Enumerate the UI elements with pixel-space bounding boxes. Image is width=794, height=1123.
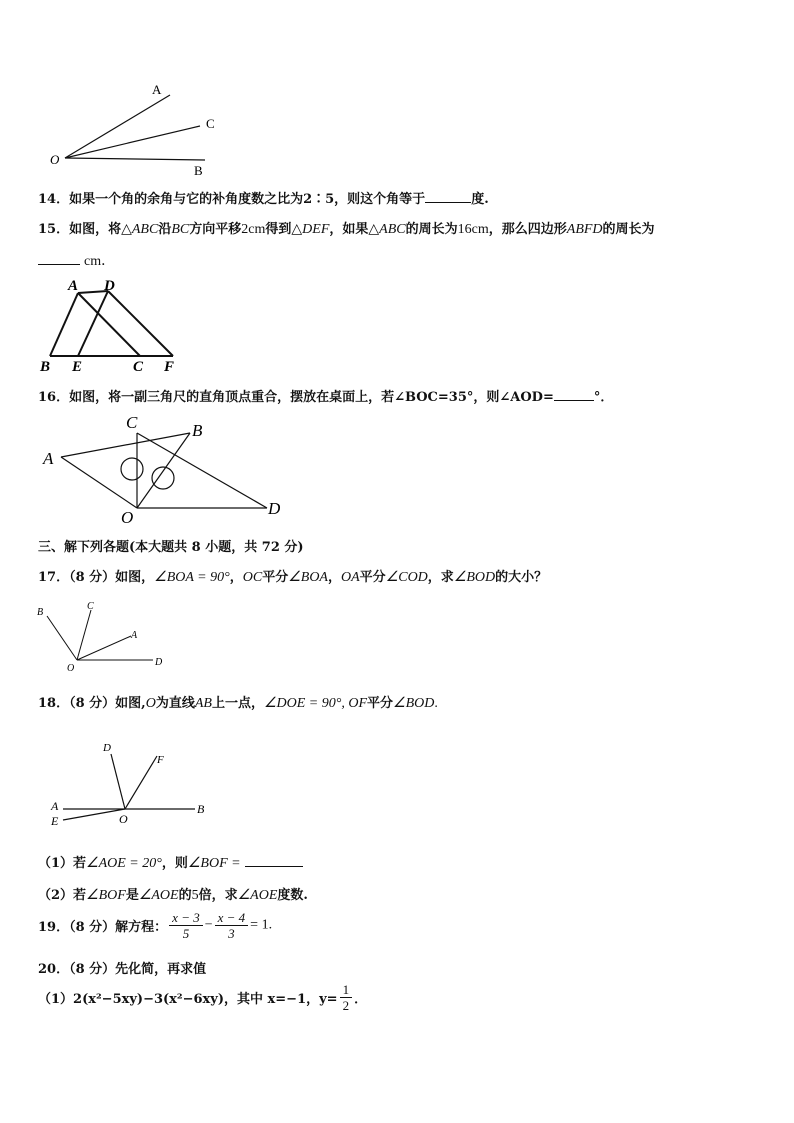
label-e: E xyxy=(51,814,59,828)
q20-fraction xyxy=(340,982,353,1013)
q18-p2-angle-aoe-2: ∠AOE xyxy=(237,888,278,903)
question-14 xyxy=(38,188,489,207)
q15-16cm: 16cm xyxy=(457,222,489,237)
q17-comma-2: ， xyxy=(327,570,341,585)
label-e: E xyxy=(72,359,83,375)
figure-q17-angles xyxy=(35,598,175,678)
q16-text: 16．如图，将一副三角尺的直角顶点重合，摆放在桌面上，若∠BOC=35°，则∠AOD= xyxy=(38,390,554,405)
label-c: C xyxy=(87,601,94,612)
q15-bc: BC xyxy=(171,222,190,237)
q18-p1-a: （1）若 xyxy=(38,856,87,871)
q14-text: 14．如果一个角的余角与它的补角度数之比为2∶5，则这个角等于 xyxy=(38,192,426,207)
q17-angle-boa-2: ∠BOA xyxy=(288,570,328,585)
q17-angle-boa: ∠BOA = 90° xyxy=(154,570,230,585)
label-a: A xyxy=(152,82,162,97)
q15-answer-blank[interactable] xyxy=(38,252,80,265)
label-b: B xyxy=(197,802,205,816)
figure-triangle-rulers xyxy=(35,408,295,528)
q18-p1-answer-blank[interactable] xyxy=(245,854,303,867)
q19-equals: = 1. xyxy=(250,917,273,933)
q15-text-a: 15．如图，将 xyxy=(38,222,122,237)
q18-ab: AB xyxy=(194,696,212,711)
q18-p2-c: 是 xyxy=(125,888,139,903)
q17-end: 的大小？ xyxy=(495,570,548,585)
question-16 xyxy=(38,386,613,405)
q18-p1-angle-bof: ∠BOF = xyxy=(187,856,241,871)
q15-text-o: 的周长为 xyxy=(602,222,655,237)
question-19 xyxy=(38,910,272,941)
q16-answer-blank[interactable] xyxy=(554,388,594,401)
label-f: F xyxy=(157,754,164,766)
q17-comma: ， xyxy=(229,570,243,585)
q18-angle-doe: ∠DOE = 90°, OF xyxy=(263,696,367,711)
q18-bisect: 平分 xyxy=(367,696,394,711)
q20-numerator: 1 xyxy=(340,982,353,998)
label-c: C xyxy=(126,413,138,432)
q20-denominator: 2 xyxy=(342,998,350,1013)
q19-fraction-1 xyxy=(169,910,203,941)
label-d: D xyxy=(155,657,163,668)
q17-bisect: 平分 xyxy=(262,570,289,585)
q17-oc: OC xyxy=(242,570,263,585)
q20-p1-text: （1）2(x²−5xy)−3(x²−6xy)，其中 x=−1，y= xyxy=(38,992,338,1007)
q16-tail: °． xyxy=(593,390,614,405)
q14-unit: 度. xyxy=(471,192,489,207)
q17-bisect-2: 平分 xyxy=(359,570,386,585)
q15-text-c: 沿 xyxy=(158,222,172,237)
label-o: O xyxy=(50,152,60,167)
question-18-part-2 xyxy=(38,884,308,904)
q18-p2-angle-aoe: ∠AOE xyxy=(138,888,179,903)
q15-text-m: ，那么四边形 xyxy=(488,222,567,237)
label-c: C xyxy=(133,359,144,375)
q15-triangle-abc: ABC xyxy=(131,222,159,237)
question-20: 20．（8 分）先化简，再求值 xyxy=(38,962,207,977)
q18-text-a: 18．（8 分）如图, xyxy=(38,696,146,711)
label-b: B xyxy=(192,421,203,440)
q19-fraction-2 xyxy=(215,910,249,941)
q15-text-k: 的周长为 xyxy=(405,222,458,237)
q15-text-i: ，如果 xyxy=(329,222,369,237)
q18-p1-angle-aoe: ∠AOE = 20° xyxy=(86,856,162,871)
label-b: B xyxy=(40,359,51,375)
q18-p2-g: 倍，求 xyxy=(198,888,238,903)
figure-translation xyxy=(30,272,200,377)
q18-period: . xyxy=(434,696,438,711)
q17-angle-bod: ∠BOD xyxy=(453,570,496,585)
figure-q18-line xyxy=(45,738,215,828)
q19-denominator-2: 3 xyxy=(228,926,235,941)
label-b: B xyxy=(194,163,203,178)
question-18-part-1 xyxy=(38,852,303,872)
q17-oa: OA xyxy=(341,570,360,585)
label-o: O xyxy=(119,812,128,826)
label-f: F xyxy=(164,359,175,375)
label-d: D xyxy=(268,499,281,518)
label-a: A xyxy=(43,449,54,468)
q15-2cm: 2cm xyxy=(241,222,266,237)
label-c: C xyxy=(206,116,215,131)
label-d: D xyxy=(103,742,111,754)
label-o: O xyxy=(67,663,75,674)
q18-p2-a: （2）若 xyxy=(38,888,87,903)
q15-triangle-abc-2: ABC xyxy=(379,222,406,237)
q18-p2-five: 5 xyxy=(191,888,199,903)
q17-angle-cod: ∠COD xyxy=(385,570,428,585)
q19-denominator-1: 5 xyxy=(182,926,190,941)
q19-text: 19．（8 分）解方程： xyxy=(38,920,168,935)
q15-triangle-def: DEF xyxy=(302,222,330,237)
question-20-part-1 xyxy=(38,982,367,1013)
q18-o: O xyxy=(145,696,156,711)
question-15-line2: cm． xyxy=(38,250,115,270)
q18-p2-angle-bof: ∠BOF xyxy=(86,888,126,903)
question-17 xyxy=(38,566,547,586)
section-3-heading: 三、解下列各题(本大题共 8 小题，共 72 分) xyxy=(38,540,304,555)
label-a: A xyxy=(51,799,59,813)
q15-abfd: ABFD xyxy=(566,222,603,237)
label-a: A xyxy=(131,630,138,641)
q18-angle-bod: ∠BOD xyxy=(393,696,435,711)
q18-p2-e: 的 xyxy=(178,888,192,903)
q15-text-g: 得到 xyxy=(265,222,292,237)
figure-angles-aoc xyxy=(40,80,240,180)
label-a: A xyxy=(68,278,79,294)
q18-text-e: 上一点， xyxy=(211,696,264,711)
label-d: D xyxy=(104,278,115,294)
q19-minus: − xyxy=(204,917,213,933)
q18-text-c: 为直线 xyxy=(155,696,195,711)
q18-p2-i: 度数. xyxy=(277,888,308,903)
question-18 xyxy=(38,692,438,712)
question-15: 15．如图，将△ABC沿BC方向平移2cm得到△DEF，如果△ABC的周长为16cm，那么四边形ABFD的周长为 xyxy=(38,222,655,237)
q17-text-a: 17．（8 分）如图， xyxy=(38,570,155,585)
q18-p1-c: ，则 xyxy=(161,856,188,871)
label-b: B xyxy=(37,607,44,618)
label-o: O xyxy=(121,508,134,527)
q14-answer-blank[interactable] xyxy=(425,190,471,203)
q20-end: ． xyxy=(354,992,368,1007)
q17-ask: ，求 xyxy=(427,570,454,585)
q19-numerator-2: x − 4 xyxy=(215,910,249,926)
q15-unit: cm xyxy=(84,254,102,269)
q19-numerator-1: x − 3 xyxy=(169,910,203,926)
q15-text-e: 方向平移 xyxy=(189,222,242,237)
